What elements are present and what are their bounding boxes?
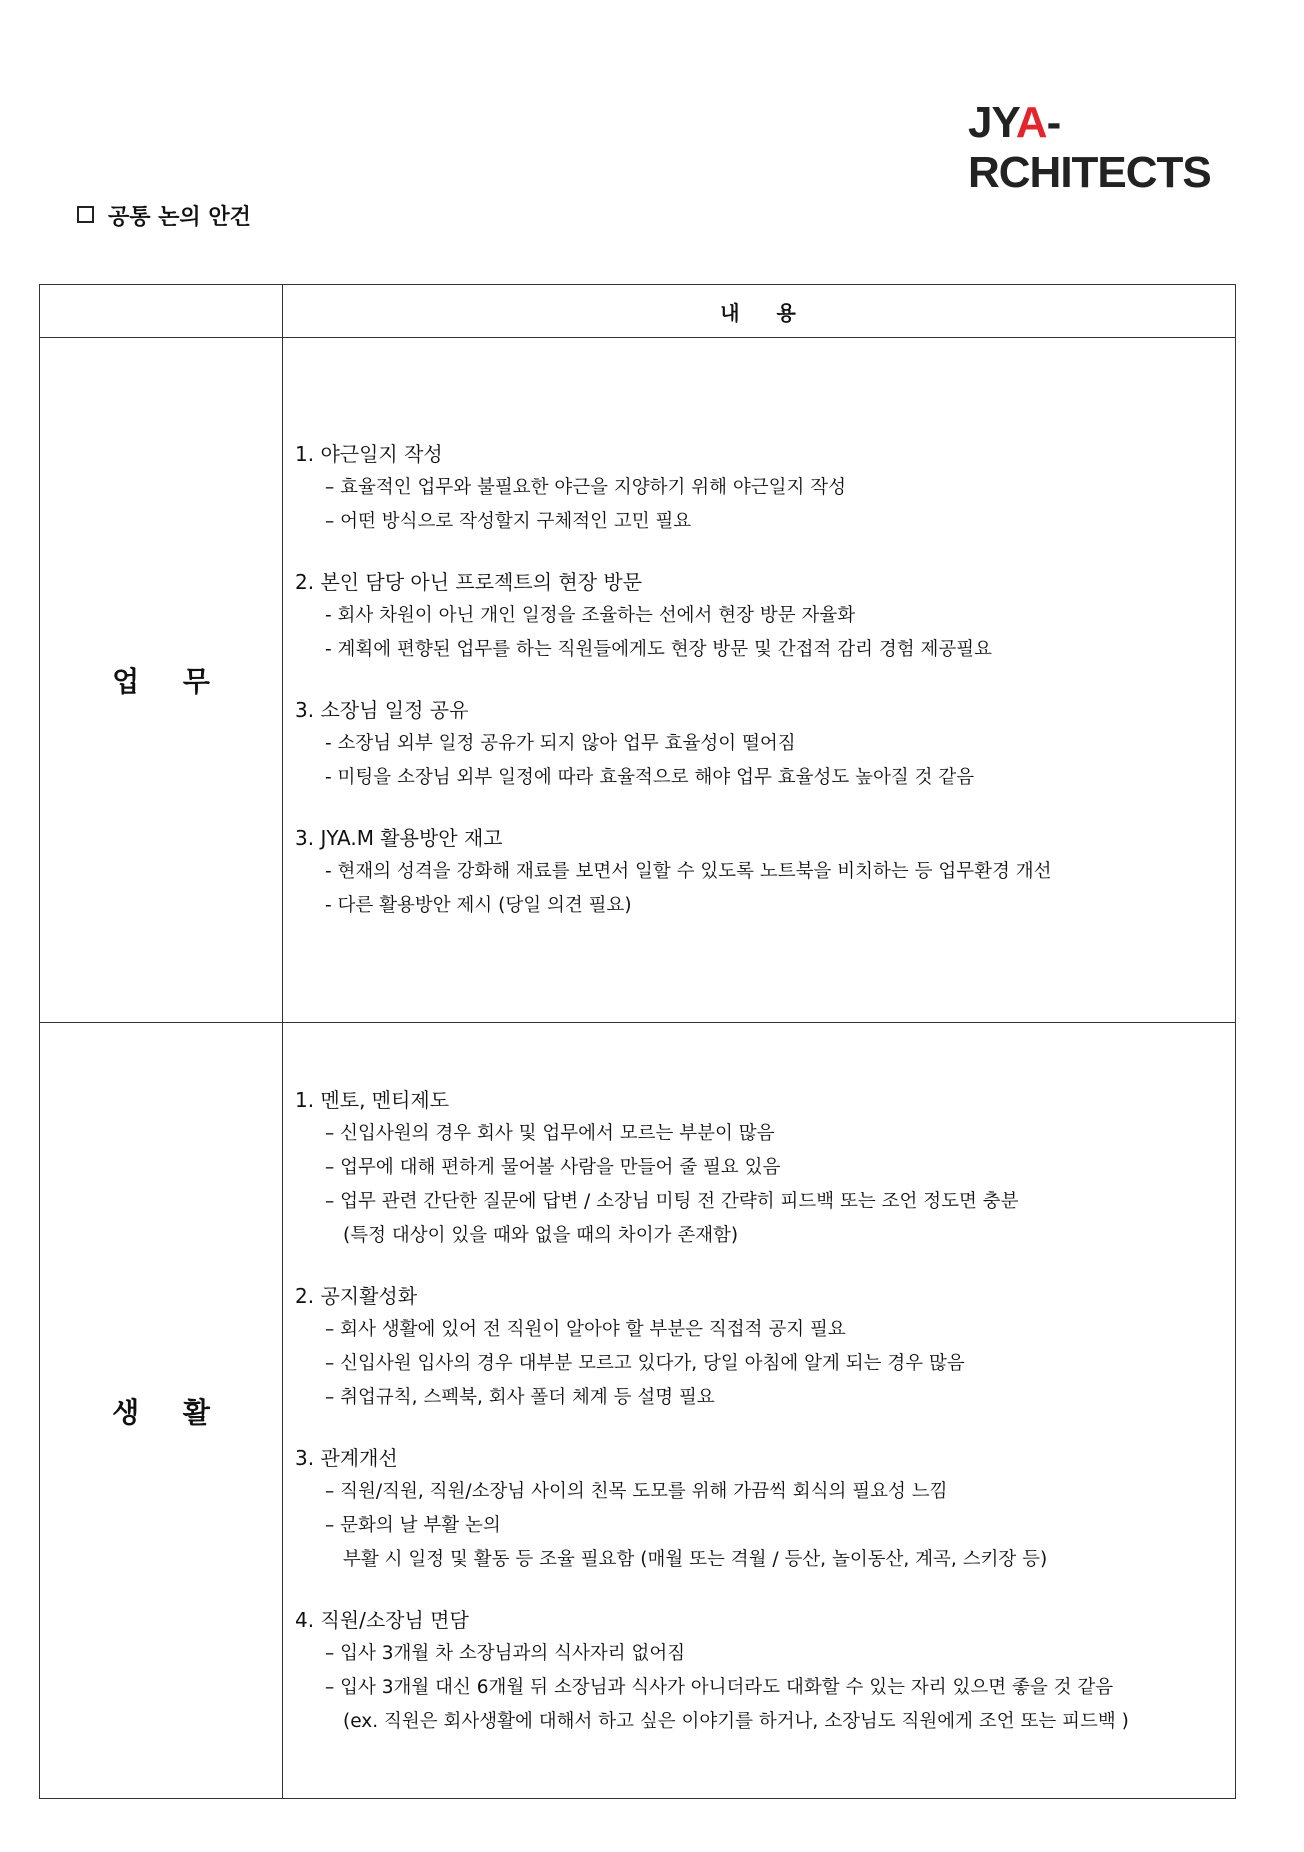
agenda-table xyxy=(39,284,1236,1799)
item-line: – 문화의 날 부활 논의 xyxy=(325,1514,501,1536)
item-line: – 입사 3개월 차 소장님과의 식사자리 없어짐 xyxy=(325,1642,686,1664)
content-cell-work xyxy=(283,338,1236,1023)
table-header-row xyxy=(40,285,1236,338)
agenda-item xyxy=(295,1441,1235,1577)
item-line: – 회사 생활에 있어 전 직원이 알아야 할 부분은 직접적 공지 필요 xyxy=(325,1318,846,1340)
item-continuation: (ex. 직원은 회사생활에 대해서 하고 싶은 이야기를 하거나, 소장님도 직원에게 조언 또는 피드백 ) xyxy=(343,1710,1129,1732)
checkbox-square-icon xyxy=(77,206,94,223)
logo-line-2: RCHITECTS xyxy=(968,148,1211,197)
item-line: - 회사 차원이 아닌 개인 일정을 조율하는 선에서 현장 방문 자율화 xyxy=(325,605,856,626)
item-line: – 직원/직원, 직원/소장님 사이의 친목 도모를 위해 가끔씩 회식의 필요성 느낌 xyxy=(325,1480,948,1502)
agenda-item xyxy=(295,565,1235,667)
company-logo xyxy=(968,98,1211,198)
item-line: - 다른 활용방안 제시 (당일 의견 필요) xyxy=(325,895,632,916)
item-line: - 소장님 외부 일정 공유가 되지 않아 업무 효율성이 떨어짐 xyxy=(325,733,796,754)
item-title: 2. 본인 담당 아닌 프로젝트의 현장 방문 xyxy=(295,570,643,594)
item-line: - 미팅을 소장님 외부 일정에 따라 효율적으로 해야 업무 효율성도 높아질 것 같음 xyxy=(325,767,975,788)
item-line: – 어떤 방식으로 작성할지 구체적인 고민 필요 xyxy=(325,511,692,532)
header-category-cell xyxy=(40,285,283,338)
item-line: – 입사 3개월 대신 6개월 뒤 소장님과 식사가 아니더라도 대화할 수 있는 자리 있으면 좋을 것 같음 xyxy=(325,1676,1114,1698)
item-title: 2. 공지활성화 xyxy=(295,1283,418,1308)
item-continuation: (특정 대상이 있을 때와 없을 때의 차이가 존재함) xyxy=(343,1224,739,1246)
item-line: - 계획에 편향된 업무를 하는 직원들에게도 현장 방문 및 간접적 감리 경험 제공필요 xyxy=(325,639,992,660)
item-title: 3. 관계개선 xyxy=(295,1445,398,1470)
page-heading xyxy=(77,200,251,231)
item-title: 1. 멘토, 멘티제도 xyxy=(295,1087,450,1112)
logo-line-1: JYA- xyxy=(968,98,1061,147)
agenda-item xyxy=(295,1279,1235,1415)
agenda-item xyxy=(295,821,1235,923)
item-title: 4. 직원/소장님 면담 xyxy=(295,1607,469,1632)
item-line: – 취업규칙, 스펙북, 회사 폴더 체계 등 설명 필요 xyxy=(325,1386,715,1408)
item-line: – 업무 관련 간단한 질문에 답변 / 소장님 미팅 전 간략히 피드백 또는 조언 정도면 충분 xyxy=(325,1190,1019,1212)
table-row-work xyxy=(40,338,1236,1023)
heading-title: 공통 논의 안건 xyxy=(108,205,251,230)
category-cell-work: 업 무 xyxy=(40,338,283,1023)
header-content-cell: 내 용 xyxy=(283,285,1236,338)
agenda-item xyxy=(295,693,1235,795)
item-continuation: 부활 시 일정 및 활동 등 조율 필요함 (매월 또는 격월 / 등산, 놀이동산, 계곡, 스키장 등) xyxy=(343,1548,1048,1570)
agenda-item xyxy=(295,437,1235,539)
agenda-item xyxy=(295,1083,1235,1253)
item-line: – 신입사원의 경우 회사 및 업무에서 모르는 부분이 많음 xyxy=(325,1122,775,1144)
item-line: – 신입사원 입사의 경우 대부분 모르고 있다가, 당일 아침에 알게 되는 경우 많음 xyxy=(325,1352,965,1374)
category-cell-life: 생 활 xyxy=(40,1023,283,1799)
item-title: 3. JYA.M 활용방안 재고 xyxy=(295,826,503,850)
item-line: – 업무에 대해 편하게 물어볼 사람을 만들어 줄 필요 있음 xyxy=(325,1156,781,1178)
content-cell-life xyxy=(283,1023,1236,1799)
item-title: 1. 야근일지 작성 xyxy=(295,442,443,466)
item-title: 3. 소장님 일정 공유 xyxy=(295,698,469,722)
item-line: - 현재의 성격을 강화해 재료를 보면서 일할 수 있도록 노트북을 비치하는 등 업무환경 개선 xyxy=(325,861,1052,882)
table-row-life xyxy=(40,1023,1236,1799)
agenda-item xyxy=(295,1603,1235,1739)
item-line: – 효율적인 업무와 불필요한 야근을 지양하기 위해 야근일지 작성 xyxy=(325,477,846,498)
